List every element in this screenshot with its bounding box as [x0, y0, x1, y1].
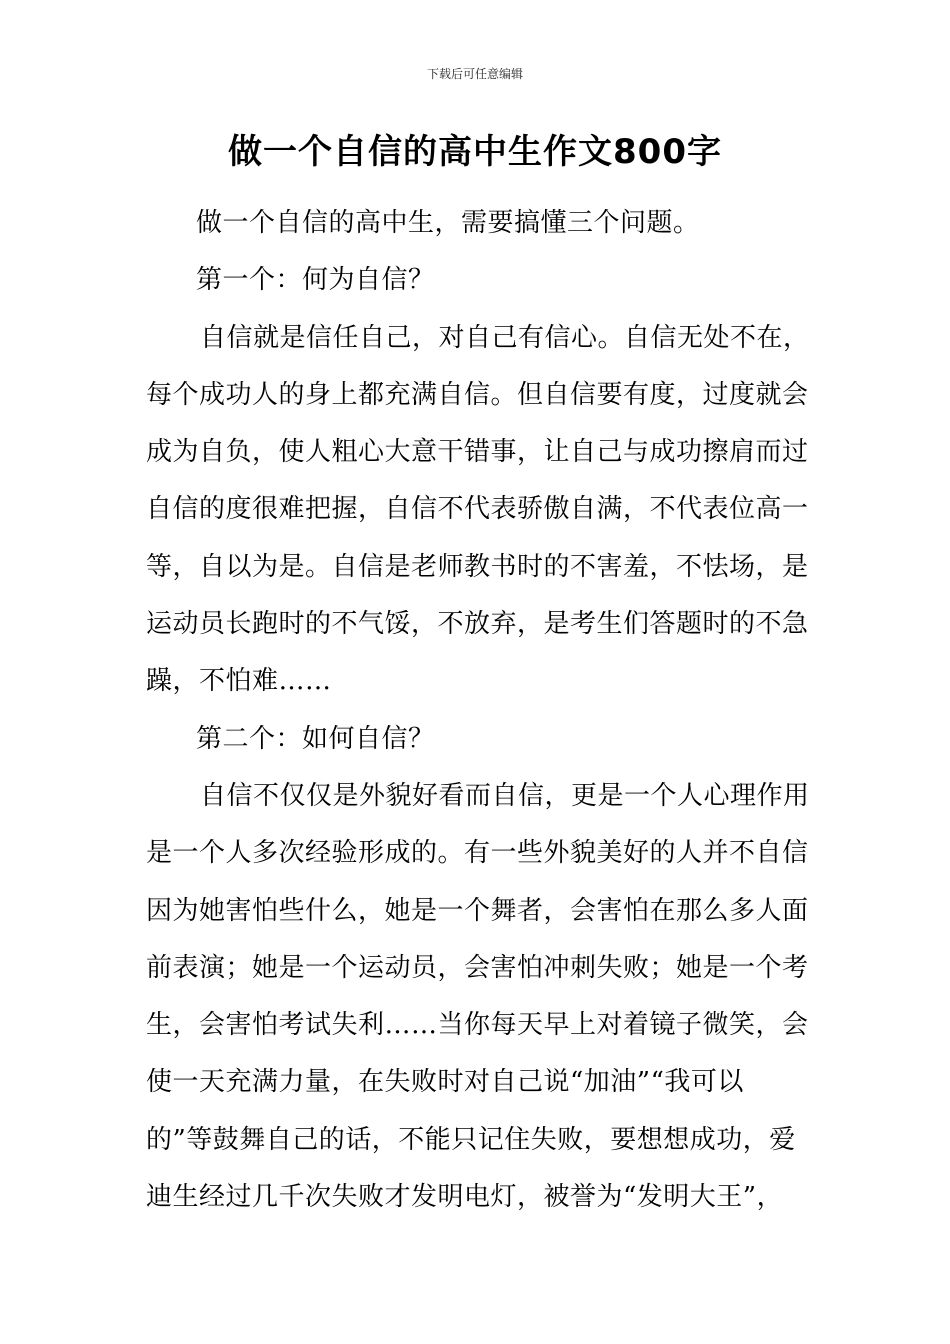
paragraph-line: 使一天充满力量，在失败时对自己说“加油”“我可以 — [146, 1067, 744, 1098]
document-body — [146, 195, 816, 1226]
paragraph-line: 是一个人多次经验形成的。有一些外貌美好的人并不自信 — [146, 838, 809, 869]
paragraph-line: 生，会害怕考试失利……当你每天早上对着镜子微笑，会 — [146, 1010, 809, 1041]
paragraph-line: 等，自以为是。自信是老师教书时的不害羞，不怯场，是 — [146, 551, 809, 582]
paragraph-line: 自信的度很难把握，自信不代表骄傲自满，不代表位高一 — [146, 494, 809, 525]
paragraph-line: 自信不仅仅是外貌好看而自信，更是一个人心理作用 — [200, 780, 810, 811]
paragraph-line: 运动员长跑时的不气馁，不放弃，是考生们答题时的不急 — [146, 609, 809, 640]
section-heading-2: 第二个：如何自信？ — [196, 723, 435, 754]
paragraph-line: 自信就是信任自己，对自己有信心。自信无处不在， — [200, 322, 810, 353]
paragraph-intro: 做一个自信的高中生，需要搞懂三个问题。 — [196, 208, 700, 238]
paragraph-line: 因为她害怕些什么，她是一个舞者，会害怕在那么多人面 — [146, 895, 809, 926]
section-heading-1: 第一个：何为自信？ — [196, 265, 435, 296]
paragraph-line: 躁，不怕难…… — [146, 666, 332, 697]
paragraph-line: 前表演；她是一个运动员，会害怕冲刺失败；她是一个考 — [146, 952, 809, 983]
paragraph-line: 的”等鼓舞自己的话，不能只记住失败，要想想成功，爱 — [146, 1124, 796, 1155]
paragraph-line: 成为自负，使人粗心大意干错事，让自己与成功擦肩而过 — [146, 437, 809, 468]
paragraph-line: 每个成功人的身上都充满自信。但自信要有度，过度就会 — [146, 379, 809, 410]
document-title: 做一个自信的高中生作文800字 — [228, 132, 722, 172]
header-note: 下载后可任意编辑 — [426, 67, 523, 81]
paragraph-line: 迪生经过几千次失败才发明电灯，被誉为“发明大王”， — [146, 1182, 784, 1213]
